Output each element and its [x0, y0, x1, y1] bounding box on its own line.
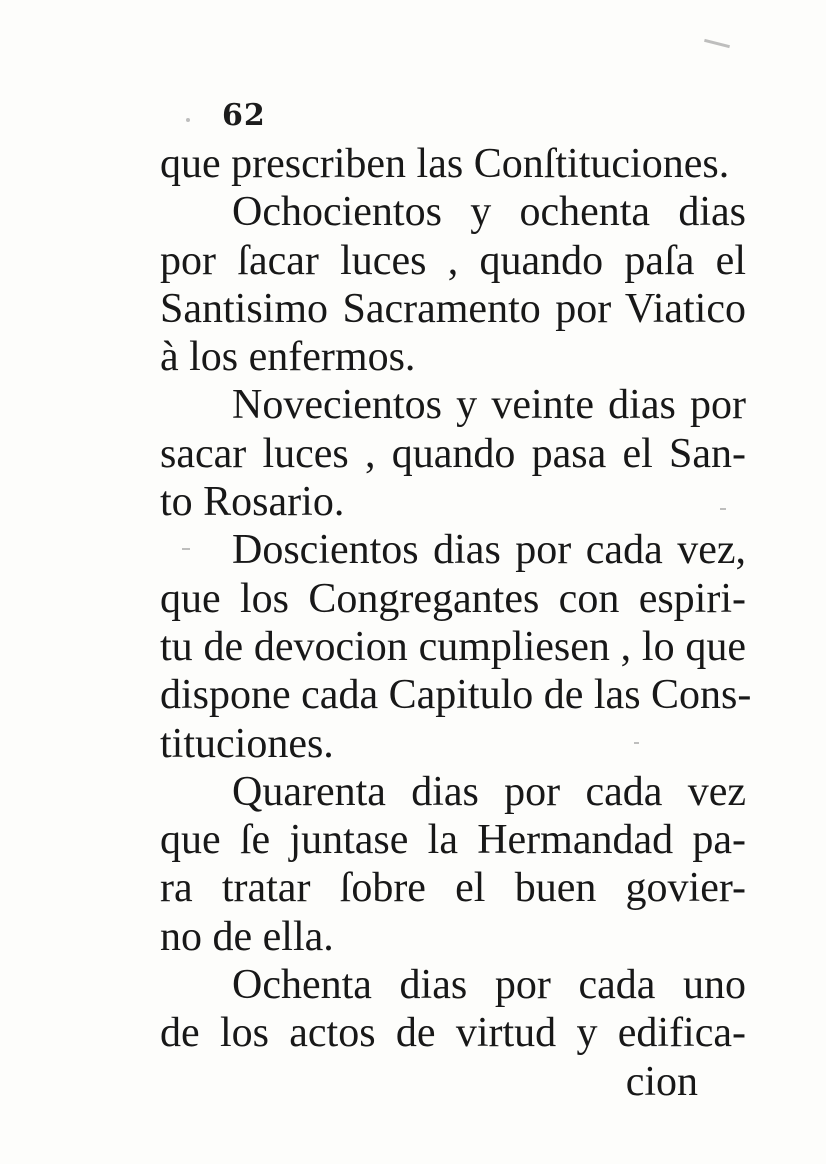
text-line: Quarenta dias por cada vez — [232, 768, 746, 815]
page-number: 62 — [222, 98, 266, 133]
text-line: Ochenta dias por cada uno — [232, 962, 746, 1009]
text-line: cion — [625, 1058, 698, 1105]
text-line: to Rosario. — [160, 479, 345, 526]
text-line: à los enfermos. — [160, 334, 416, 381]
ink-speck — [186, 118, 190, 122]
text-line: tituciones. — [160, 720, 334, 767]
text-line: que ſe juntase la Hermandad pa- — [160, 817, 746, 864]
text-line: no de ella. — [160, 913, 334, 960]
text-line: tu de devocion cumpliesen , lo que — [160, 623, 746, 670]
ink-speck — [704, 39, 730, 48]
body-text — [160, 140, 752, 1106]
text-line: dispone cada Capitulo de las Cons- — [160, 672, 752, 719]
text-line: que prescriben las Conſtituciones. — [160, 141, 730, 187]
text-line: de los actos de virtud y edifica- — [160, 1010, 746, 1057]
text-line: Ochocientos y ochenta dias — [232, 189, 746, 236]
text-line: Novecientos y veinte dias por — [232, 382, 746, 429]
text-line: que los Congregantes con espiri- — [160, 575, 746, 622]
text-line: ra tratar ſobre el buen govier- — [160, 865, 746, 912]
text-line: por ſacar luces , quando paſa el — [160, 237, 746, 284]
text-line: sacar luces , quando pasa el San- — [160, 430, 746, 477]
text-line: Doscientos dias por cada vez, — [232, 527, 746, 574]
text-line: Santisimo Sacramento por Viatico — [160, 285, 746, 332]
